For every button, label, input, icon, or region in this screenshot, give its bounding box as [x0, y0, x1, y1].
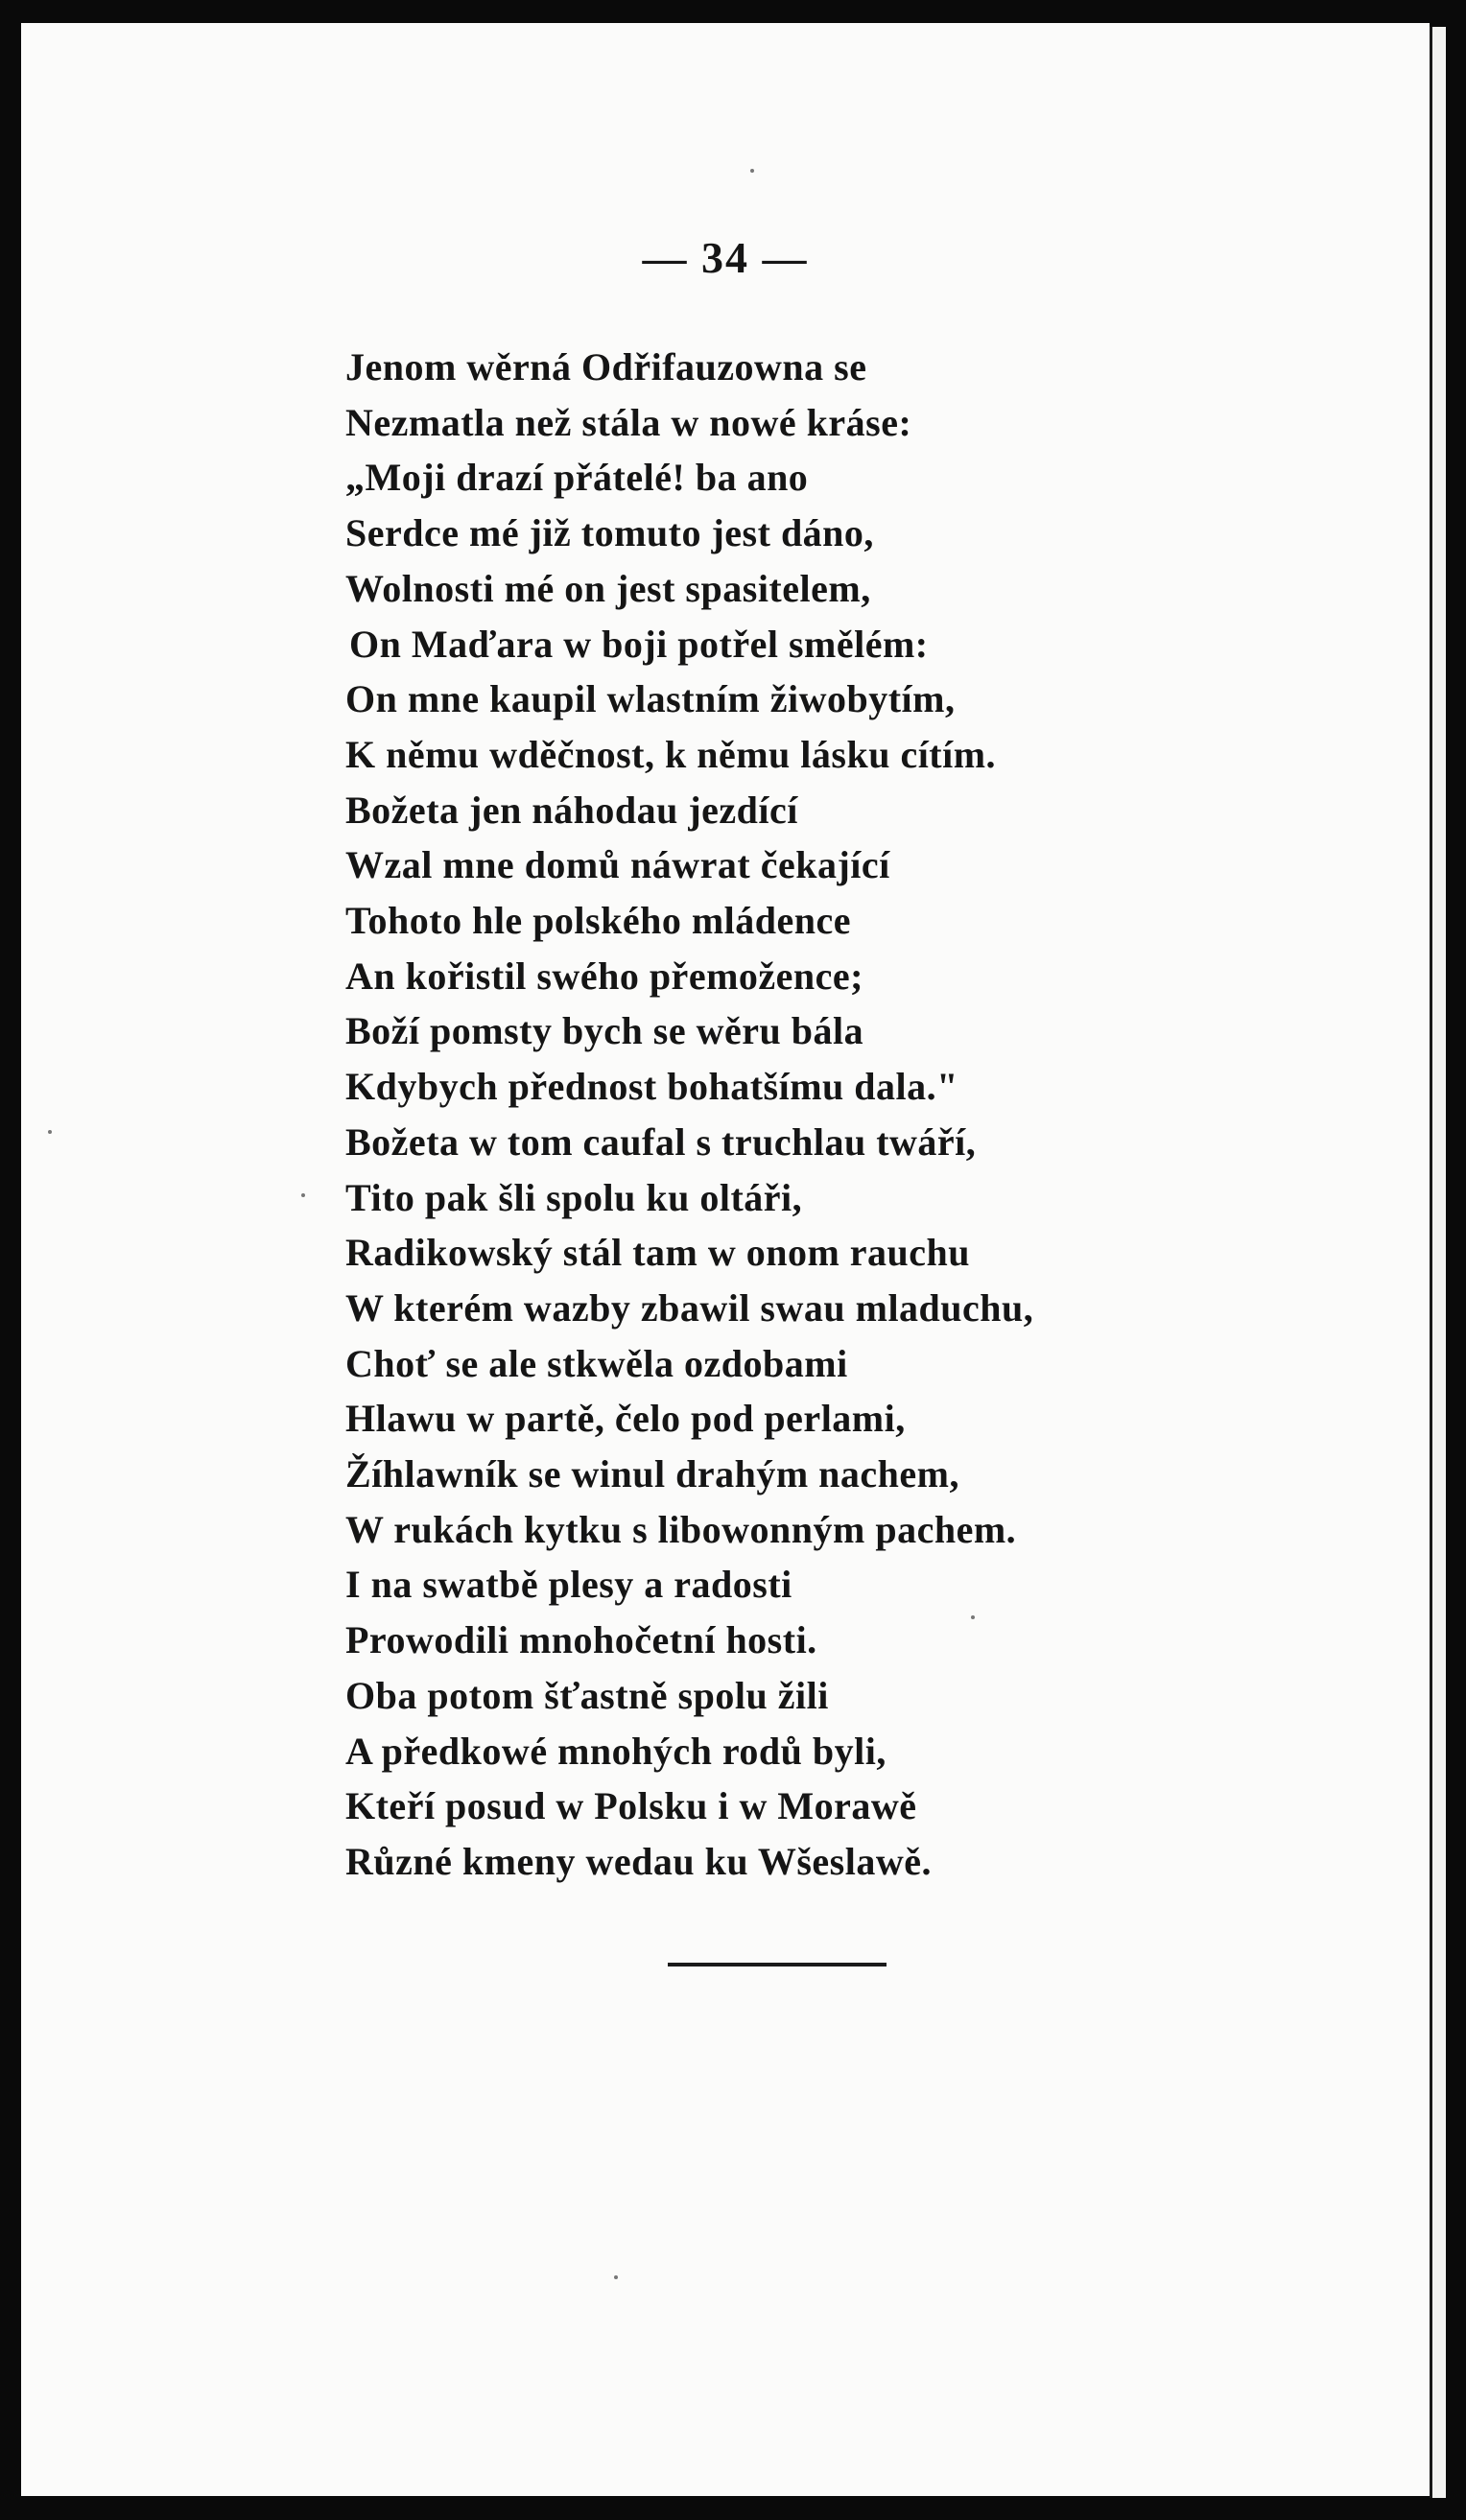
end-rule [668, 1963, 887, 1967]
poem-line: An kořistil swého přemožence; [345, 954, 863, 998]
poem-line: On Maďara w boji potřel smělém: [349, 622, 929, 666]
poem-line: A předkowé mnohých rodů byli, [345, 1729, 887, 1773]
page-number: — 34 — [642, 233, 809, 282]
print-speck [971, 1615, 975, 1619]
poem-line: Nezmatla než stála w nowé kráse: [345, 400, 912, 444]
poem-line: Jenom wěrná Odřifauzowna se [345, 345, 867, 389]
poem-line: Serdce mé již tomuto jest dáno, [345, 511, 874, 555]
poem-line: W kterém wazby zbawil swau mladuchu, [345, 1285, 1034, 1330]
poem-line: K němu wděčnost, k němu lásku cítím. [345, 732, 997, 776]
facing-page-edge [1430, 27, 1446, 2498]
poem-line: On mne kaupil wlastním žiwobytím, [345, 677, 956, 721]
poem-line: Choť se ale stkwěla ozdobami [345, 1341, 848, 1385]
poem-line: Tohoto hle polského mládence [345, 899, 852, 943]
poem-text [345, 340, 1033, 1890]
poem-line: Hlawu w partě, čelo pod perlami, [345, 1397, 906, 1441]
poem-line: Kteří posud w Polsku i w Morawě [345, 1784, 917, 1828]
poem-line: Radikowský stál tam w onom rauchu [345, 1231, 971, 1275]
print-speck [48, 1130, 52, 1134]
print-speck [750, 169, 754, 173]
poem-line: Boží pomsty bych se wěru bála [345, 1009, 864, 1053]
poem-line: Wzal mne domů náwrat čekající [345, 843, 890, 887]
poem-line: Wolnosti mé on jest spasitelem, [345, 566, 871, 610]
poem-line: W rukách kytku s libowonným pachem. [345, 1507, 1017, 1551]
poem-line: Různé kmeny wedau ku Wšeslawě. [345, 1839, 932, 1883]
book-page [21, 23, 1430, 2496]
poem-line: I na swatbě plesy a radosti [345, 1563, 792, 1607]
print-speck [301, 1193, 305, 1197]
poem-line: Kdybych přednost bohatšímu dala." [345, 1065, 958, 1109]
poem-line: Tito pak šli spolu ku oltáři, [345, 1175, 803, 1219]
poem-line: Žíhlawník se winul drahým nachem, [345, 1452, 959, 1496]
poem-line: Božeta w tom caufal s truchlau twáří, [345, 1119, 977, 1164]
poem-line: „Moji drazí přátelé! ba ano [345, 456, 809, 500]
print-speck [614, 2275, 618, 2279]
poem-line: Božeta jen náhodau jezdící [345, 788, 798, 832]
poem-line: Prowodili mnohočetní hosti. [345, 1618, 817, 1662]
poem-line: Oba potom šťastně spolu žili [345, 1673, 829, 1717]
